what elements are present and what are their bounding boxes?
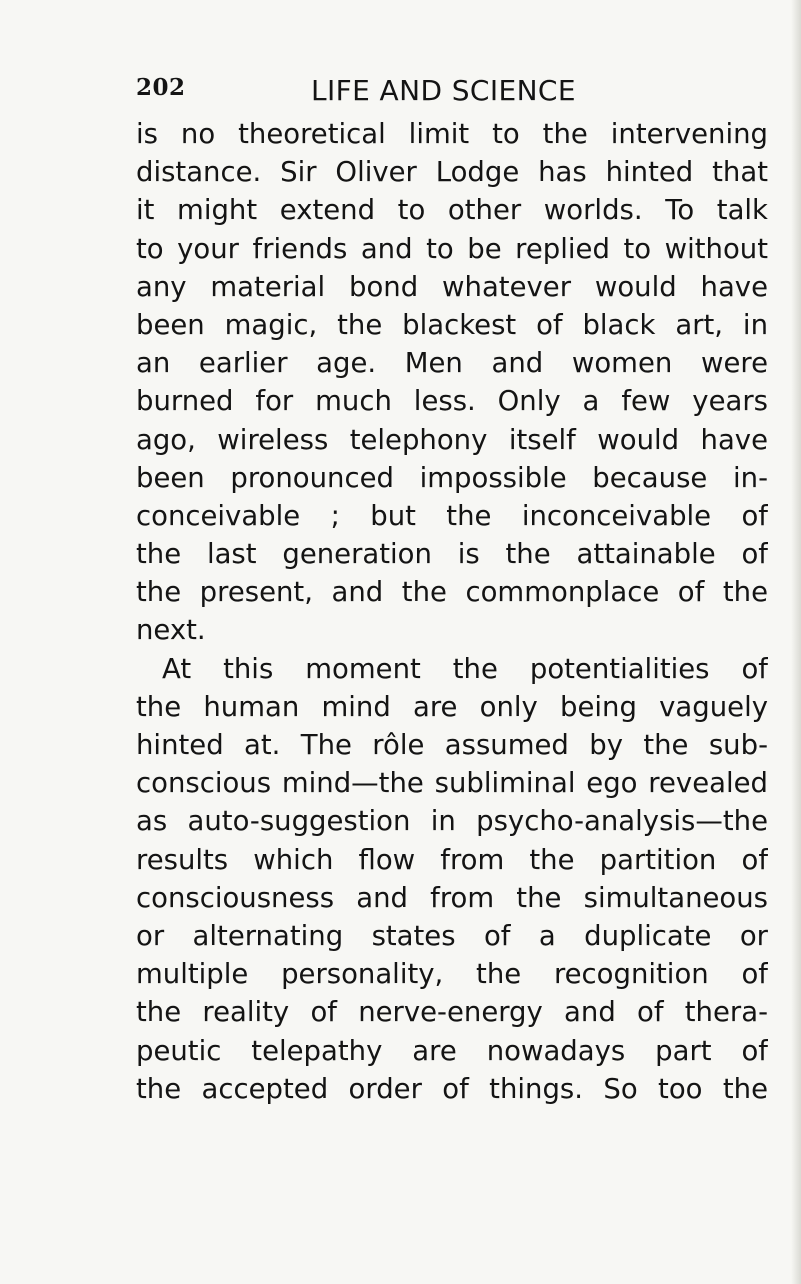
text-line: the reality of nerve-energy and of thera- [136, 996, 768, 1029]
page-number: 202 [136, 74, 186, 101]
text-line: burned for much less. Only a few years [136, 385, 768, 418]
text-line: any material bond whatever would have [136, 270, 768, 303]
text-line: distance. Sir Oliver Lodge has hinted that [136, 156, 768, 189]
page-edge-shadow [791, 0, 801, 1284]
text-line: consciousness and from the simultaneous [136, 881, 768, 914]
text-line: peutic telepathy are nowadays part of [136, 1034, 768, 1067]
text-line: multiple personality, the recognition of [136, 958, 768, 991]
text-line: been magic, the blackest of black art, in [136, 308, 768, 341]
text-line: the present, and the commonplace of the [136, 576, 768, 609]
text-line: hinted at. The rôle assumed by the sub- [136, 729, 768, 761]
text-line: conscious mind—the subliminal ego revealed [136, 767, 768, 800]
body-text [136, 115, 768, 1108]
text-line: or alternating states of a duplicate or [136, 919, 768, 952]
page-header [136, 74, 622, 108]
text-line: ago, wireless telephony itself would have [136, 423, 768, 456]
text-line: next. [136, 614, 206, 647]
text-line: is no theoretical limit to the intervening [136, 118, 768, 150]
text-line: an earlier age. Men and women were [136, 347, 768, 380]
running-head: LIFE AND SCIENCE [311, 74, 576, 107]
text-line: it might extend to other worlds. To talk [136, 194, 768, 227]
text-line: the human mind are only being vaguely [136, 690, 768, 723]
text-line: the last generation is the attainable of [136, 538, 768, 571]
text-line: At this moment the potentialities of [162, 652, 768, 685]
text-line: as auto-suggestion in psycho-analysis—the [136, 805, 768, 838]
text-line: the accepted order of things. So too the [136, 1072, 768, 1105]
text-line: results which flow from the partition of [136, 843, 768, 876]
text-line: been pronounced impossible because in- [136, 461, 768, 494]
text-line: conceivable ; but the inconceivable of [136, 499, 768, 532]
text-line: to your friends and to be replied to without [136, 232, 768, 265]
